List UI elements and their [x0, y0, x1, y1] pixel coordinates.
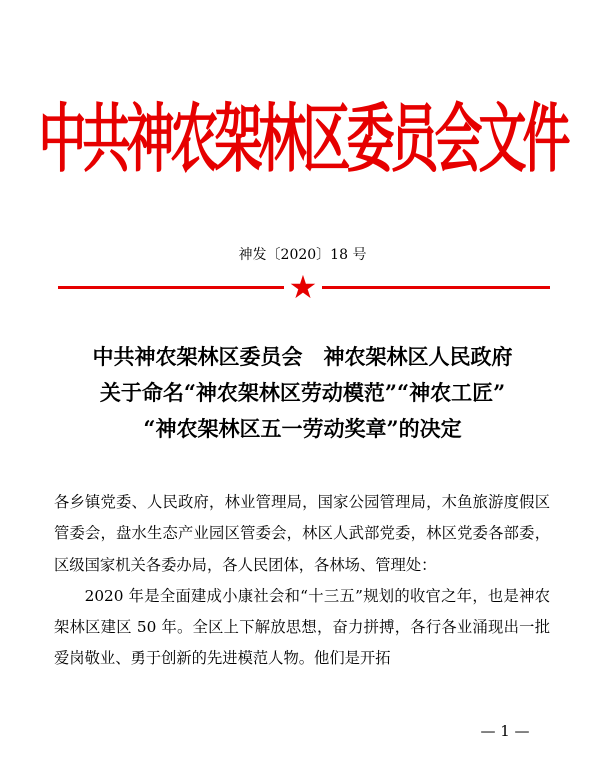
recipients-paragraph: 各乡镇党委、人民政府，林业管理局，国家公园管理局，木鱼旅游度假区管委会，盘水生态产业园区管委会，林区人武部党委，林区党委各部委，区级国家机关各委办局，各人民团体，各林场、管理处： — [54, 493, 550, 574]
document-body — [54, 487, 550, 675]
document-number: 神发〔2020〕18 号 — [238, 247, 367, 263]
red-divider-right — [322, 286, 550, 289]
red-divider-left — [58, 286, 284, 289]
document-title — [0, 339, 605, 447]
title-line: 中共神农架林区委员会 神农架林区人民政府 — [92, 344, 513, 369]
title-line: 关于命名“神农架林区劳动模范”“神农工匠” — [99, 380, 506, 405]
body-paragraph: 2020 年是全面建成小康社会和“十三五”规划的收官之年，也是神农架林区建区 50 年。全区上下解放思想，奋力拼搏，各行各业涌现出一批爱岗敬业、勇于创新的先进模范人物。他们是开拓 — [54, 586, 550, 668]
title-line: “神农架林区五一劳动奖章”的决定 — [143, 416, 462, 441]
document-header-title: 中共神农架林区委员会文件 — [38, 96, 567, 184]
page-number: — 1 — — [480, 722, 530, 740]
star-icon: ★ — [288, 268, 318, 306]
